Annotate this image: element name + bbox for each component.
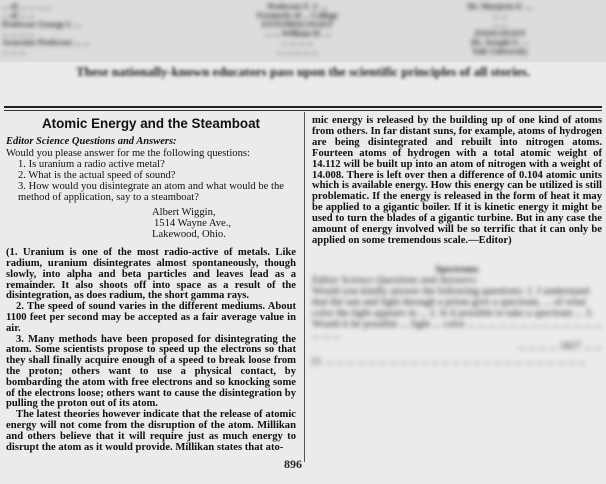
header-line: ... of ... ... bbox=[2, 10, 35, 20]
next-article bbox=[312, 265, 602, 367]
header-line: Yale University bbox=[472, 46, 528, 56]
header-strip bbox=[0, 0, 606, 62]
signature-street: 1514 Wayne Ave., bbox=[154, 218, 232, 230]
divider bbox=[4, 106, 602, 108]
header-line: Professor F. J. ... bbox=[267, 1, 328, 11]
answer-continuation: mic energy is released by the building up of one kind of atoms from others. In far distant suns, for example, atoms of hydrogen are being disintegrated and rebuilt into nitrogen atoms. Fourteen atoms of hydrogen with a total atomic weight of 14.112 will be built up into an atom of nitrogen with a weight of 14.008. There is left over then a difference of 0.104 atomic units which is available energy. How this energy can be utilized is still problematic. If the energy is released in the form of heat it may be applied to a gigantic boiler. If it is kinetic energy it might be used to turn the blades of a gigantic turbine. But in any case the amount of energy involved will be so terrific that it can only be applied on some tremendous scale.—Editor) bbox=[312, 115, 602, 246]
left-column bbox=[6, 116, 296, 453]
header-line: Dr. Marjorie E. ... bbox=[467, 1, 533, 11]
header-line: ... ... ... ... ... bbox=[277, 46, 318, 56]
page-number: 896 bbox=[284, 457, 302, 471]
question-item: 3. How would you disintegrate an atom and what would be the method of application, say to a steamboat? bbox=[18, 181, 284, 204]
header-strapline: These nationally-known educators pass upon the scientific principles of all stories. bbox=[76, 64, 530, 79]
reader-signature bbox=[152, 207, 296, 240]
header-line: ... ... ... bbox=[2, 46, 26, 56]
header-line: ... ... ... ... bbox=[2, 28, 34, 38]
answer-paragraph: 3. Many methods have been proposed for disintegrating the atom. Some scientists propose to speed up the electrons so that they shall finally acquire enough of a speed to break loose from the proton; others want to use a physical contact, by bombarding the atom with free electrons and so knocking some of the electrons loose; others want to cause the disintegration by pulling the proton out of its atom. bbox=[6, 333, 296, 410]
signature-name: Albert Wiggin, bbox=[152, 207, 216, 219]
divider bbox=[4, 110, 602, 111]
signature-city: Lakewood, Ohio. bbox=[152, 229, 226, 241]
header-line: ZOOLOGIST bbox=[474, 28, 526, 38]
column-divider bbox=[304, 112, 305, 462]
next-article-heading: Spectrums bbox=[435, 265, 479, 275]
header-column-a bbox=[2, 2, 192, 56]
header-line: Associate Professor ... ... bbox=[2, 37, 90, 47]
question-intro: Would you please answer for me the following questions: bbox=[6, 148, 250, 159]
answer-paragraph: (1. Uranium is one of the most radio-active of metals. Like radium, uranium disintegrates almost spontaneously, though slowly, into alpha and beta particles and leaves lead as a remainder. It also shoots off into space as a result of the disintegration, as does radium, the short gamma rays. bbox=[6, 247, 296, 302]
right-column bbox=[312, 116, 602, 247]
question-list bbox=[6, 159, 296, 203]
header-line: ... of ... ... ... ... bbox=[2, 1, 52, 11]
article-subhead: Editor Science Questions and Answers: bbox=[6, 136, 177, 147]
header-column-c bbox=[400, 2, 600, 56]
header-line: ... ... bbox=[492, 10, 508, 20]
next-article-subhead: Editor Science Questions and Answers: bbox=[312, 275, 479, 286]
header-line: ... ... bbox=[492, 19, 508, 29]
question-item: 1. Is uranium a radio active metal? bbox=[18, 159, 165, 171]
header-line: ... ... ... ... bbox=[281, 37, 314, 47]
header-line: Dr. Joseph G. ... bbox=[471, 37, 529, 47]
header-line: Professor George I. ... bbox=[2, 19, 81, 29]
header-line: ENTOMOLOGIST bbox=[261, 19, 334, 29]
header-line: Formerly of ... College bbox=[256, 10, 339, 20]
next-article-signature: ... ... ... ... 1827 ... ... bbox=[518, 341, 602, 352]
header-column-b bbox=[205, 2, 390, 56]
question-item: 2. What is the actual speed of sound? bbox=[18, 170, 176, 182]
header-line: ... ... William H. ... bbox=[264, 28, 331, 38]
editor-answer bbox=[6, 248, 296, 453]
answer-paragraph: The latest theories however indicate that the release of atomic energy will not come from the disruption of the atom. Millikan and others believe that it will require just as much energy to disrupt the atom as it would provide. Millikan states that ato- bbox=[6, 409, 296, 453]
next-article-body: Would you kindly answer the following questions: 1. I understand that the sun and light through a prism give a spectrum, ... of what color the light appears in ... 2. Is it possible to take a spectrum ... 3. Would it be possible ... light ... color ... ... ... ... ... ... ... ... ... ... ... ... ... ... ... ... bbox=[312, 286, 602, 341]
answer-paragraph: 2. The speed of sound varies in the different mediums. About 1100 feet per second may be accepted as a fair average value in air. bbox=[6, 301, 296, 334]
next-article-answer: (1. ... ... ... ... ... ... ... ... ... ... ... ... ... ... ... ... ... ... ... ... ... ... ... ... ... bbox=[312, 356, 586, 367]
article-title: Atomic Energy and the Steamboat bbox=[41, 116, 260, 131]
